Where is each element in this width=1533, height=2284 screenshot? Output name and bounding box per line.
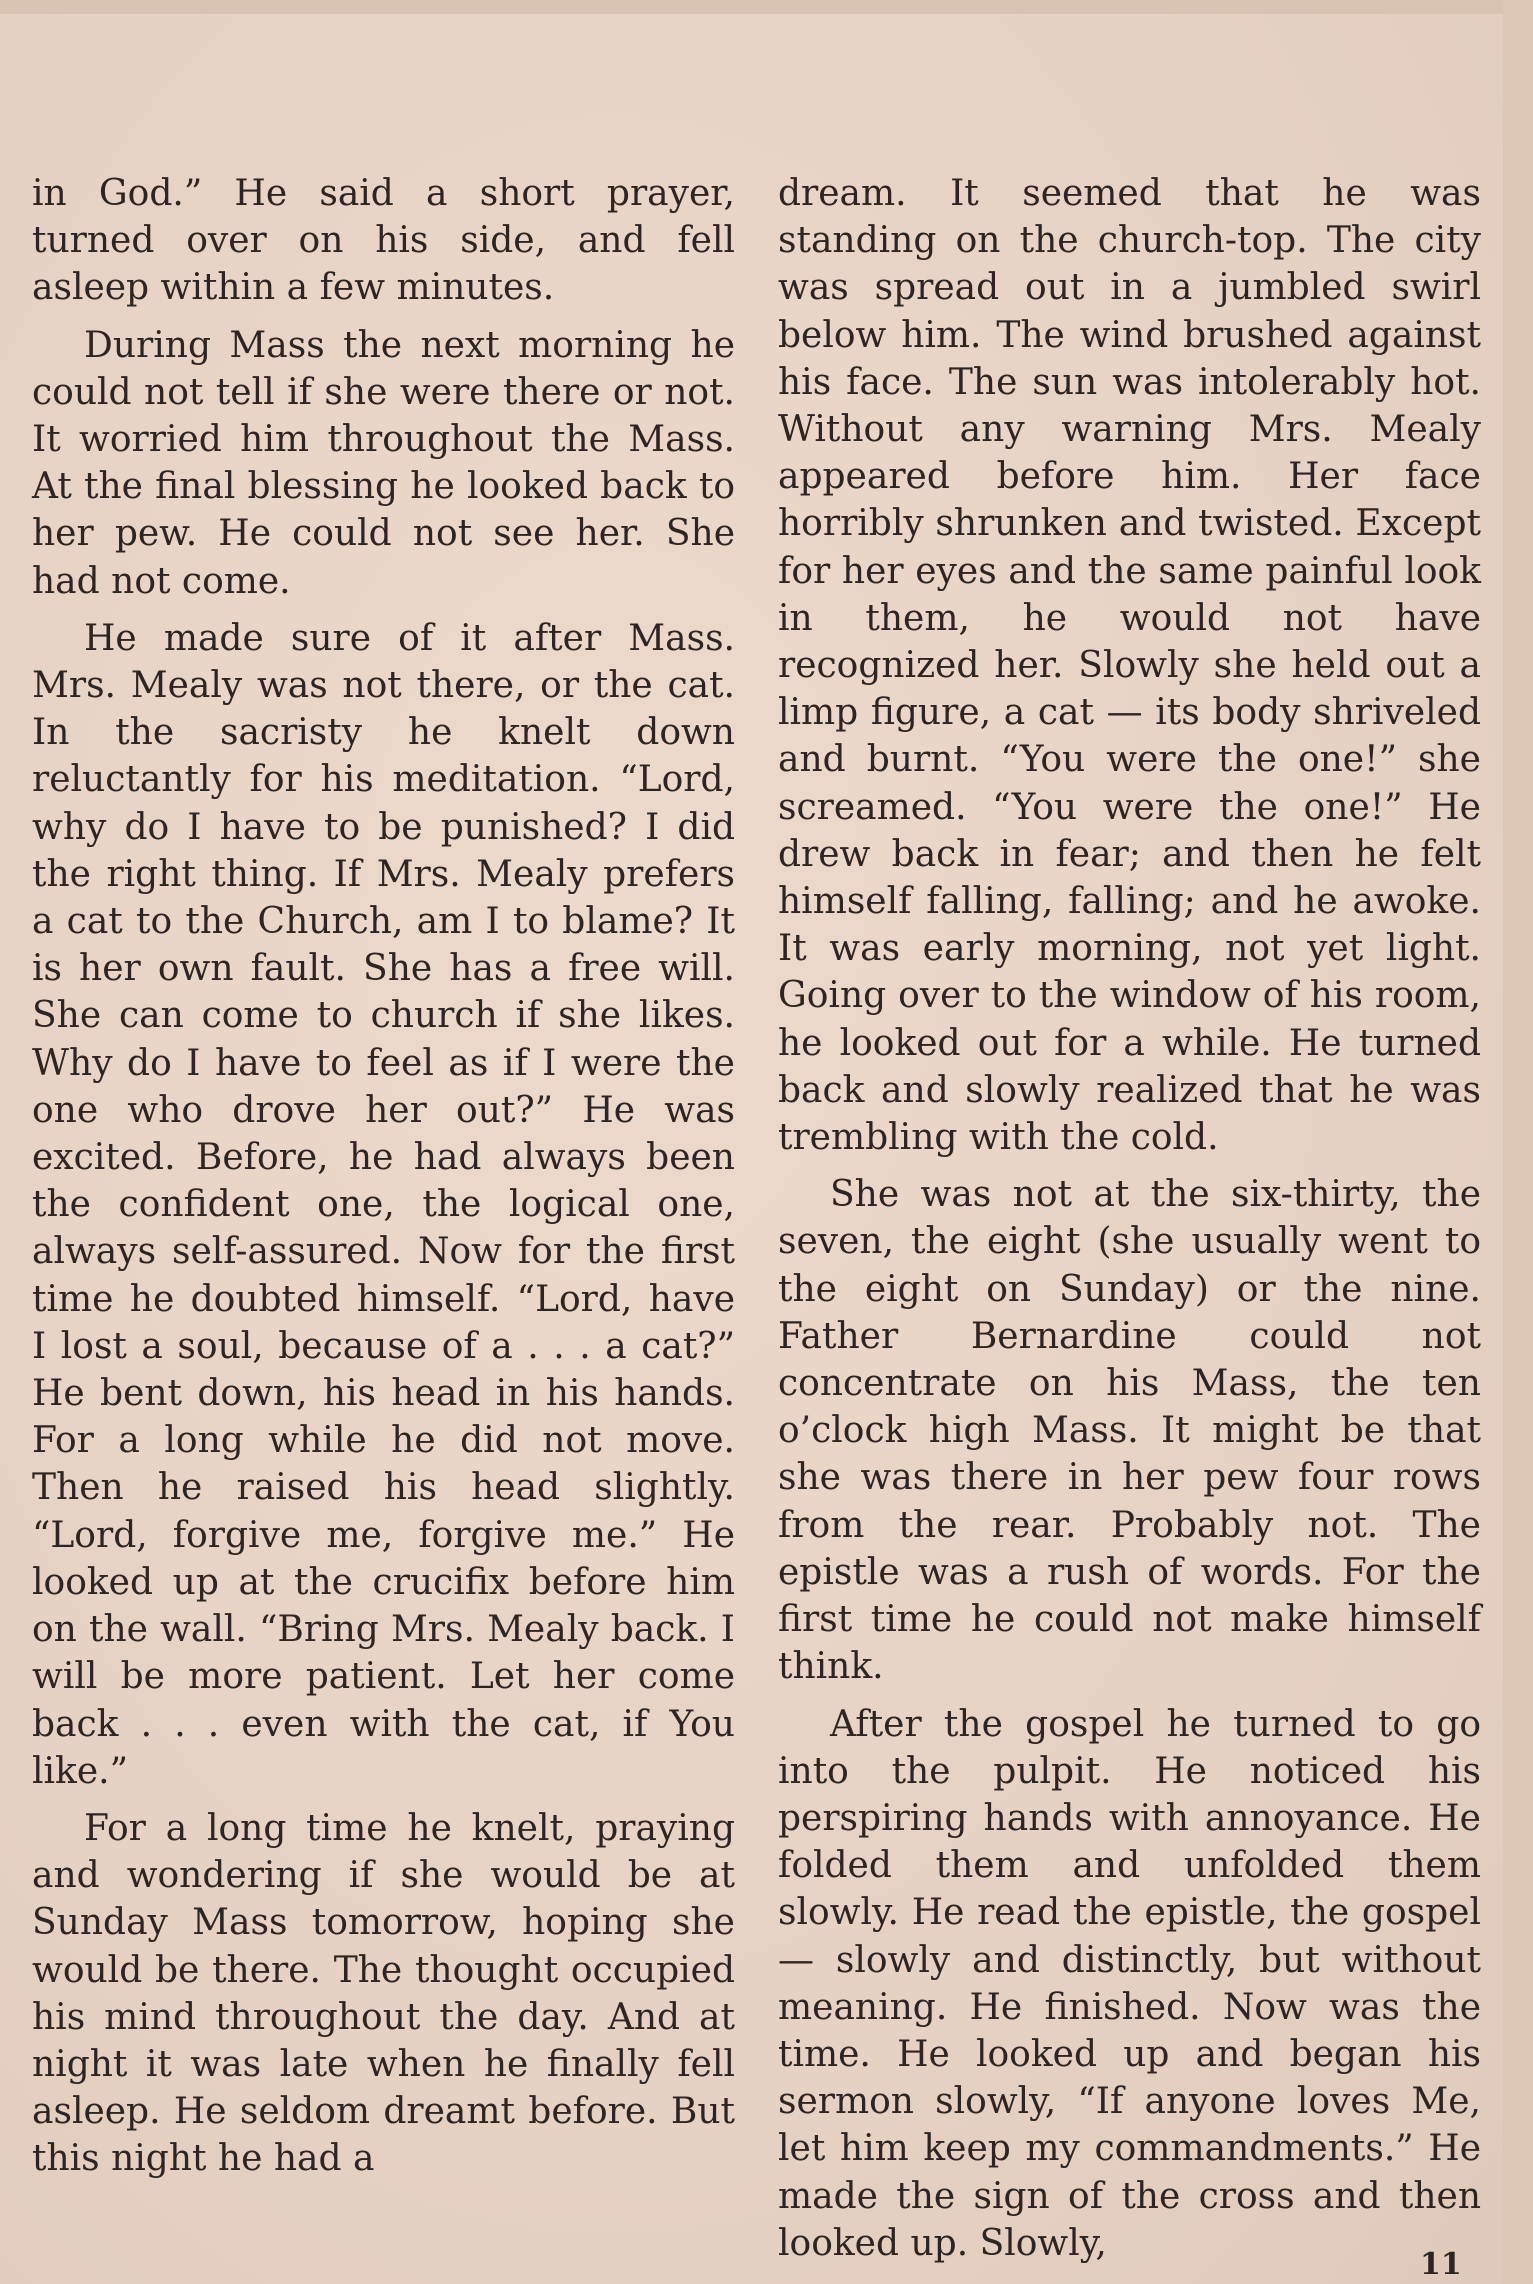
left-paragraph-4: For a long time he knelt, praying and wondering if she would be at Sunday Mass tomorrow, hoping she would be there. The thought occupied his mind throughout the day. And at night it was late when he finally fell asleep. He seldom dreamt before. But this night he had a	[32, 1807, 735, 2180]
right-paragraph-3: After the gospel he turned to go into the pulpit. He noticed his perspiring hands with annoyance. He folded them and unfolded them slowly. He read the epistle, the gospel — slowly and distinctly, but without meaning. He finished. Now was the time. He looked up and began his sermon slowly, “If anyone loves Me, let him keep my commandments.” He made the sign of the cross and then looked up. Slowly,	[778, 1703, 1481, 2264]
left-paragraph-3: He made sure of it after Mass. Mrs. Mealy was not there, or the cat. In the sacristy he knelt down reluctantly for his meditation. “Lord, why do I have to be punished? I did the right thing. If Mrs. Mealy prefers a cat to the Church, am I to blame? It is her own fault. She has a free will. She can come to church if she likes. Why do I have to feel as if I were the one who drove her out?” He was excited. Before, he had always been the confident one, the logical one, always self-assured. Now for the first time he doubted himself. “Lord, have I lost a soul, because of a . . . a cat?” He bent down, his head in his hands. For a long while he did not move. Then he raised his head slightly. “Lord, forgive me, forgive me.” He looked up at the crucifix before him on the wall. “Bring Mrs. Mealy back. I will be more patient. Let her come back . . . even with the cat, if You like.”	[32, 617, 735, 1792]
page-right-edge	[1503, 0, 1533, 2284]
left-text-column	[32, 170, 735, 2193]
right-text-column	[778, 170, 1481, 2277]
right-paragraph-2: She was not at the six-thirty, the seven, the eight (she usually went to the eight on Sunday) or the nine. Father Bernardine could not concentrate on his Mass, the ten o’clock high Mass. It might be that she was there in her pew four rows from the rear. Probably not. The epistle was a rush of words. For the first time he could not make himself think.	[778, 1174, 1481, 1688]
page-number: 11	[1420, 2247, 1462, 2282]
right-paragraph-1: dream. It seemed that he was standing on the church-top. The city was spread out in a jumbled swirl below him. The wind brushed against his face. The sun was intolerably hot. Without any warning Mrs. Mealy appeared before him. Her face horribly shrunken and twisted. Except for her eyes and the same painful look in them, he would not have recognized her. Slowly she held out a limp figure, a cat — its body shriveled and burnt. “You were the one!” she screamed. “You were the one!” He drew back in fear; and then he felt himself falling, falling; and he awoke. It was early morning, not yet light. Going over to the window of his room, he looked out for a while. He turned back and slowly realized that he was trembling with the cold.	[778, 173, 1481, 1159]
left-paragraph-1: in God.” He said a short prayer, turned over on his side, and fell asleep within a few minutes.	[32, 173, 735, 309]
left-paragraph-2: During Mass the next morning he could not tell if she were there or not. It worried him throughout the Mass. At the final blessing he looked back to her pew. He could not see her. She had not come.	[32, 324, 735, 602]
page-top-edge	[0, 0, 1533, 14]
